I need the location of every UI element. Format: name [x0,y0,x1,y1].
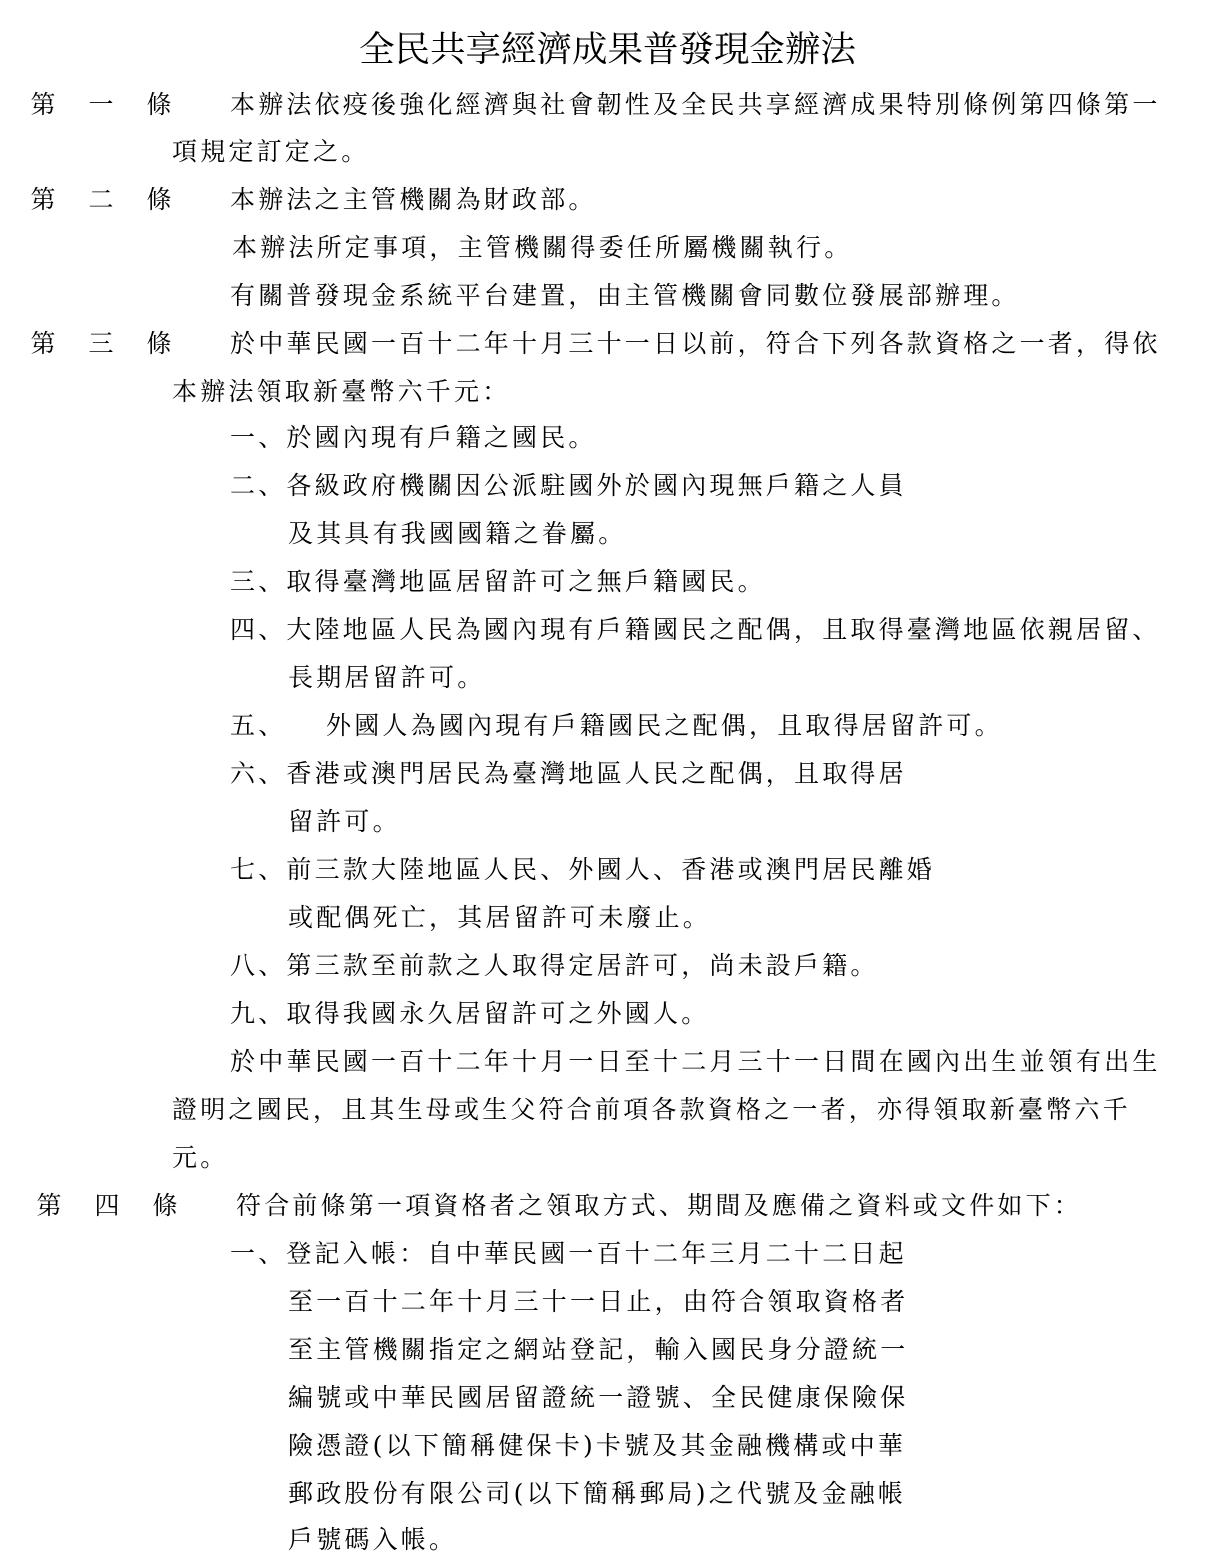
article-3-item: 外國人為國內現有戶籍國民之配偶，且取得居留許可。 [326,711,1003,740]
article-3-item: 二、各級政府機關因公派駐國外於國內現無戶籍之人員 [230,471,907,500]
article-label-char: 第 [36,1191,62,1220]
article-3-label [26,327,186,361]
article-4-item: 一、登記入帳：自中華民國一百十二年三月二十二日起 [230,1239,907,1268]
article-3-line: 證明之國民，且其生母或生父符合前項各款資格之一者，亦得領取新臺幣六千 [172,1095,1131,1124]
article-label-char: 第 [30,329,56,358]
article-label-char: 條 [146,185,172,214]
article-label-char: 四 [94,1191,120,1220]
article-3-line: 元。 [172,1143,229,1172]
article-4-item-continuation: 郵政股份有限公司(以下簡稱郵局)之代號及金融帳 [288,1479,907,1508]
article-3-item-continuation: 及其具有我國國籍之眷屬。 [288,519,627,548]
article-3-line: 本辦法領取新臺幣六千元： [172,377,511,406]
article-3-item-number: 五、 [230,711,287,740]
article-4-item-continuation: 至主管機關指定之網站登記，輸入國民身分證統一 [288,1335,909,1364]
article-4-line: 符合前條第一項資格者之領取方式、期間及應備之資料或文件如下： [236,1191,1083,1220]
article-2-line: 有關普發現金系統平台建置，由主管機關會同數位發展部辦理。 [230,281,1020,310]
article-3-item: 八、第三款至前款之人取得定居許可，尚未設戶籍。 [230,951,879,980]
article-3-item: 六、香港或澳門居民為臺灣地區人民之配偶，且取得居 [230,759,907,788]
article-1-line: 項規定訂定之。 [172,137,370,166]
article-4-item-continuation: 險憑證(以下簡稱健保卡)卡號及其金融機構或中華 [288,1431,907,1460]
article-label-char: 條 [146,329,172,358]
article-2-line: 本辦法所定事項，主管機關得委任所屬機關執行。 [232,233,853,262]
article-4-label [32,1189,192,1223]
article-3-item: 九、取得我國永久居留許可之外國人。 [230,999,710,1028]
article-label-char: 二 [88,185,114,214]
article-1-label [26,88,186,122]
article-3-item-continuation: 長期居留許可。 [288,663,486,692]
article-4-item-continuation: 編號或中華民國居留證統一證號、全民健康保險保 [288,1383,909,1412]
article-label-char: 一 [88,90,114,119]
article-label-char: 三 [88,329,114,358]
article-3-item: 四、大陸地區人民為國內現有戶籍國民之配偶，且取得臺灣地區依親居留、 [230,615,1161,644]
article-4-item-continuation: 戶號碼入帳。 [288,1525,458,1554]
document-title: 全民共享經濟成果普發現金辦法 [359,29,856,70]
article-label-char: 第 [30,185,56,214]
article-2-line: 本辦法之主管機關為財政部。 [230,185,597,214]
article-3-item: 七、前三款大陸地區人民、外國人、香港或澳門居民離婚 [230,855,936,884]
article-1-line: 本辦法依疫後強化經濟與社會韌性及全民共享經濟成果特別條例第四條第一 [230,90,1161,119]
article-4-item-continuation: 至一百十二年十月三十一日止，由符合領取資格者 [288,1287,909,1316]
article-3-item: 三、取得臺灣地區居留許可之無戶籍國民。 [230,567,766,596]
article-label-char: 第 [30,90,56,119]
article-3-item: 一、於國內現有戶籍之國民。 [230,423,597,452]
article-label-char: 條 [152,1191,178,1220]
article-3-line: 於中華民國一百十二年十月三十一日以前，符合下列各款資格之一者，得依 [230,329,1161,358]
article-label-char: 條 [146,90,172,119]
article-3-item-continuation: 留許可。 [288,807,401,836]
article-2-label [26,183,186,217]
article-3-item-continuation: 或配偶死亡，其居留許可未廢止。 [288,903,712,932]
article-3-line: 於中華民國一百十二年十月一日至十二月三十一日間在國內出生並領有出生 [230,1047,1161,1076]
